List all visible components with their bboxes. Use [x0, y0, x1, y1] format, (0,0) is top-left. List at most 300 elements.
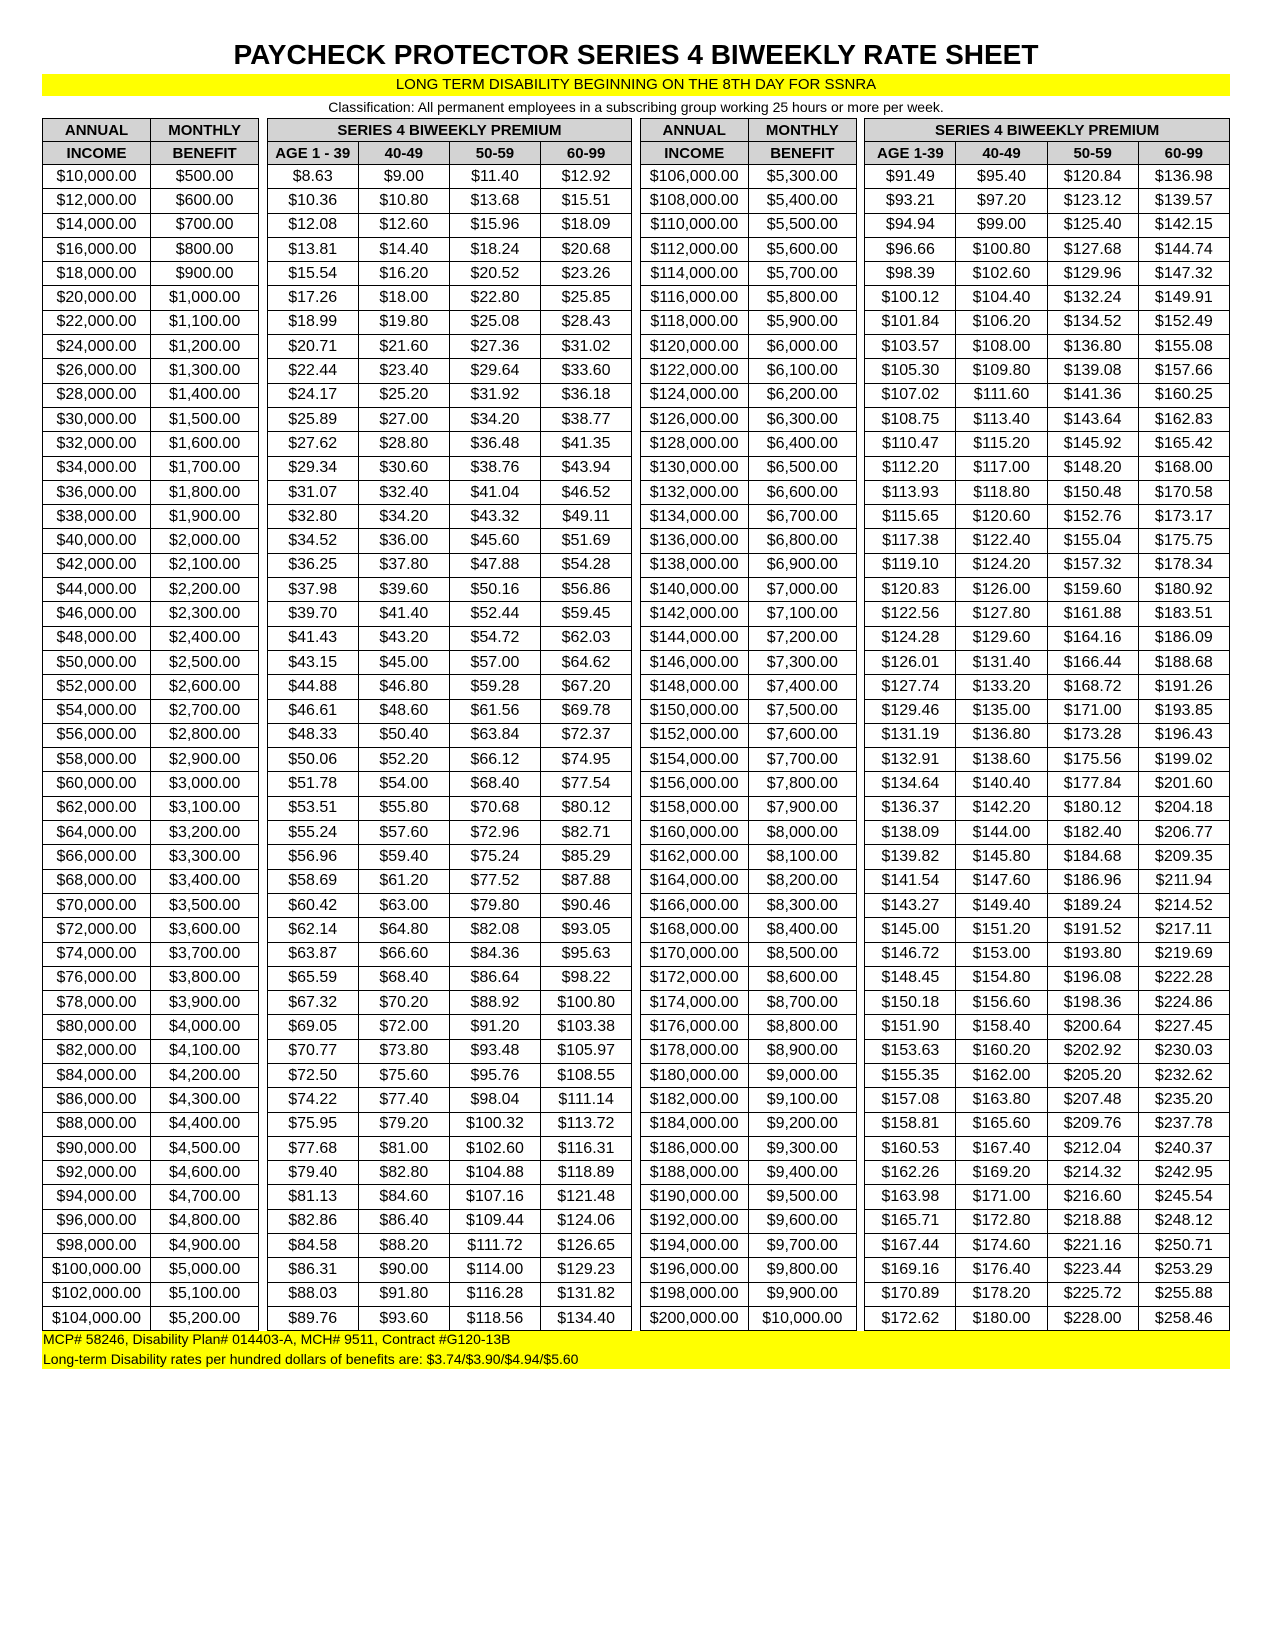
annual-income-cell: $88,000.00: [43, 1112, 151, 1136]
table-row: [43, 602, 1230, 626]
table-row: [43, 1112, 1230, 1136]
premium-age-50-59-cell: $109.44: [449, 1209, 540, 1233]
premium-age-1-39-cell: $129.46: [865, 699, 956, 723]
column-divider: [632, 602, 640, 626]
table-row: [43, 165, 1230, 189]
premium-age-60-99-cell: $155.08: [1138, 335, 1229, 359]
column-divider: [259, 966, 267, 990]
disability-banner: LONG TERM DISABILITY BEGINNING ON THE 8TH DAY FOR SSNRA: [42, 74, 1230, 96]
monthly-benefit-cell: $5,500.00: [748, 213, 856, 237]
annual-income-cell: $46,000.00: [43, 602, 151, 626]
annual-income-cell: $68,000.00: [43, 869, 151, 893]
premium-age-50-59-cell: $104.88: [449, 1161, 540, 1185]
monthly-benefit-cell: $9,900.00: [748, 1282, 856, 1306]
premium-age-40-49-cell: $151.20: [956, 918, 1047, 942]
premium-age-60-99-cell: $56.86: [541, 578, 632, 602]
annual-income-cell: $198,000.00: [640, 1282, 748, 1306]
monthly-benefit-cell: $5,700.00: [748, 262, 856, 286]
column-divider: [259, 432, 267, 456]
premium-age-50-59-cell: $155.04: [1047, 529, 1138, 553]
column-divider: [259, 650, 267, 674]
premium-age-1-39-cell: $67.32: [267, 991, 358, 1015]
annual-income-cell: $166,000.00: [640, 893, 748, 917]
premium-age-50-59-cell: $114.00: [449, 1258, 540, 1282]
premium-age-40-49-cell: $142.20: [956, 796, 1047, 820]
premium-age-60-99-cell: $69.78: [541, 699, 632, 723]
column-divider: [856, 1039, 864, 1063]
annual-income-cell: $110,000.00: [640, 213, 748, 237]
premium-age-40-49-cell: $160.20: [956, 1039, 1047, 1063]
column-divider: [632, 991, 640, 1015]
monthly-benefit-cell: $3,300.00: [151, 845, 259, 869]
premium-age-50-59-cell: $22.80: [449, 286, 540, 310]
column-divider: [259, 480, 267, 504]
monthly-benefit-cell: $600.00: [151, 189, 259, 213]
premium-age-40-49-cell: $99.00: [956, 213, 1047, 237]
premium-age-50-59-cell: $15.96: [449, 213, 540, 237]
column-divider: [259, 918, 267, 942]
table-row: [43, 1185, 1230, 1209]
annual-income-cell: $84,000.00: [43, 1063, 151, 1087]
premium-age-60-99-cell: $142.15: [1138, 213, 1229, 237]
premium-age-40-49-cell: $21.60: [358, 335, 449, 359]
table-row: [43, 748, 1230, 772]
column-divider: [259, 578, 267, 602]
premium-age-50-59-cell: $198.36: [1047, 991, 1138, 1015]
column-divider: [259, 869, 267, 893]
col-header-benefit: BENEFIT: [151, 142, 259, 165]
column-divider: [856, 602, 864, 626]
column-divider: [856, 821, 864, 845]
premium-age-40-49-cell: $106.20: [956, 310, 1047, 334]
annual-income-cell: $178,000.00: [640, 1039, 748, 1063]
annual-income-cell: $112,000.00: [640, 237, 748, 261]
column-divider: [259, 335, 267, 359]
premium-age-40-49-cell: $167.40: [956, 1136, 1047, 1160]
premium-age-40-49-cell: $30.60: [358, 456, 449, 480]
rates-per-hundred-note: Long-term Disability rates per hundred dollars of benefits are: $3.74/$3.90/$4.94/$5.60: [42, 1349, 1230, 1369]
premium-age-60-99-cell: $126.65: [541, 1234, 632, 1258]
premium-age-50-59-cell: $225.72: [1047, 1282, 1138, 1306]
table-row: [43, 578, 1230, 602]
column-divider: [856, 699, 864, 723]
column-divider: [632, 1039, 640, 1063]
rate-table: [42, 118, 1230, 1331]
premium-age-40-49-cell: $163.80: [956, 1088, 1047, 1112]
monthly-benefit-cell: $6,100.00: [748, 359, 856, 383]
premium-age-1-39-cell: $112.20: [865, 456, 956, 480]
column-divider: [632, 796, 640, 820]
premium-age-50-59-cell: $223.44: [1047, 1258, 1138, 1282]
premium-age-50-59-cell: $45.60: [449, 529, 540, 553]
table-row: [43, 796, 1230, 820]
column-divider: [632, 869, 640, 893]
column-divider: [856, 529, 864, 553]
premium-age-40-49-cell: $72.00: [358, 1015, 449, 1039]
annual-income-cell: $62,000.00: [43, 796, 151, 820]
premium-age-1-39-cell: $160.53: [865, 1136, 956, 1160]
premium-age-60-99-cell: $77.54: [541, 772, 632, 796]
column-divider: [856, 407, 864, 431]
premium-age-1-39-cell: $51.78: [267, 772, 358, 796]
premium-age-60-99-cell: $121.48: [541, 1185, 632, 1209]
annual-income-cell: $14,000.00: [43, 213, 151, 237]
annual-income-cell: $94,000.00: [43, 1185, 151, 1209]
col-header-age-60-99: 60-99: [1138, 142, 1229, 165]
monthly-benefit-cell: $3,200.00: [151, 821, 259, 845]
premium-age-40-49-cell: $109.80: [956, 359, 1047, 383]
premium-age-60-99-cell: $118.89: [541, 1161, 632, 1185]
premium-age-40-49-cell: $82.80: [358, 1161, 449, 1185]
premium-age-60-99-cell: $240.37: [1138, 1136, 1229, 1160]
premium-age-1-39-cell: $167.44: [865, 1234, 956, 1258]
premium-age-50-59-cell: $125.40: [1047, 213, 1138, 237]
premium-age-50-59-cell: $107.16: [449, 1185, 540, 1209]
premium-age-40-49-cell: $32.40: [358, 480, 449, 504]
premium-age-1-39-cell: $158.81: [865, 1112, 956, 1136]
premium-age-1-39-cell: $50.06: [267, 748, 358, 772]
monthly-benefit-cell: $8,400.00: [748, 918, 856, 942]
premium-age-60-99-cell: $191.26: [1138, 675, 1229, 699]
premium-age-50-59-cell: $191.52: [1047, 918, 1138, 942]
premium-age-1-39-cell: $110.47: [865, 432, 956, 456]
premium-age-1-39-cell: $36.25: [267, 553, 358, 577]
premium-age-40-49-cell: $84.60: [358, 1185, 449, 1209]
column-divider: [856, 1112, 864, 1136]
premium-age-60-99-cell: $160.25: [1138, 383, 1229, 407]
table-row: [43, 821, 1230, 845]
col-header-age-40-49: 40-49: [358, 142, 449, 165]
premium-age-50-59-cell: $47.88: [449, 553, 540, 577]
column-divider: [259, 456, 267, 480]
premium-age-40-49-cell: $34.20: [358, 505, 449, 529]
annual-income-cell: $132,000.00: [640, 480, 748, 504]
table-row: [43, 213, 1230, 237]
premium-age-50-59-cell: $148.20: [1047, 456, 1138, 480]
annual-income-cell: $18,000.00: [43, 262, 151, 286]
premium-age-40-49-cell: $59.40: [358, 845, 449, 869]
premium-age-60-99-cell: $36.18: [541, 383, 632, 407]
premium-age-1-39-cell: $151.90: [865, 1015, 956, 1039]
monthly-benefit-cell: $8,000.00: [748, 821, 856, 845]
premium-age-1-39-cell: $134.64: [865, 772, 956, 796]
premium-age-40-49-cell: $68.40: [358, 966, 449, 990]
monthly-benefit-cell: $3,500.00: [151, 893, 259, 917]
table-row: [43, 505, 1230, 529]
table-row: [43, 675, 1230, 699]
premium-age-60-99-cell: $111.14: [541, 1088, 632, 1112]
monthly-benefit-cell: $6,500.00: [748, 456, 856, 480]
monthly-benefit-cell: $3,000.00: [151, 772, 259, 796]
table-row: [43, 1282, 1230, 1306]
monthly-benefit-cell: $7,800.00: [748, 772, 856, 796]
column-divider: [856, 1161, 864, 1185]
premium-age-1-39-cell: $157.08: [865, 1088, 956, 1112]
premium-age-1-39-cell: $17.26: [267, 286, 358, 310]
premium-age-1-39-cell: $44.88: [267, 675, 358, 699]
column-divider: [259, 1185, 267, 1209]
premium-age-40-49-cell: $54.00: [358, 772, 449, 796]
column-divider: [632, 189, 640, 213]
premium-age-40-49-cell: $171.00: [956, 1185, 1047, 1209]
premium-age-1-39-cell: $55.24: [267, 821, 358, 845]
header-row-2: [43, 142, 1230, 165]
monthly-benefit-cell: $4,400.00: [151, 1112, 259, 1136]
annual-income-cell: $66,000.00: [43, 845, 151, 869]
monthly-benefit-cell: $1,500.00: [151, 407, 259, 431]
premium-age-50-59-cell: $38.76: [449, 456, 540, 480]
premium-age-40-49-cell: $10.80: [358, 189, 449, 213]
monthly-benefit-cell: $1,000.00: [151, 286, 259, 310]
premium-age-40-49-cell: $138.60: [956, 748, 1047, 772]
premium-age-50-59-cell: $209.76: [1047, 1112, 1138, 1136]
premium-age-40-49-cell: $77.40: [358, 1088, 449, 1112]
monthly-benefit-cell: $7,600.00: [748, 723, 856, 747]
premium-age-60-99-cell: $245.54: [1138, 1185, 1229, 1209]
monthly-benefit-cell: $2,900.00: [151, 748, 259, 772]
premium-age-40-49-cell: $145.80: [956, 845, 1047, 869]
monthly-benefit-cell: $6,900.00: [748, 553, 856, 577]
column-divider: [856, 142, 864, 165]
column-divider: [632, 942, 640, 966]
premium-age-40-49-cell: $25.20: [358, 383, 449, 407]
premium-age-1-39-cell: $100.12: [865, 286, 956, 310]
premium-age-40-49-cell: $16.20: [358, 262, 449, 286]
column-divider: [632, 578, 640, 602]
premium-age-1-39-cell: $113.93: [865, 480, 956, 504]
annual-income-cell: $160,000.00: [640, 821, 748, 845]
table-row: [43, 918, 1230, 942]
column-divider: [632, 893, 640, 917]
annual-income-cell: $134,000.00: [640, 505, 748, 529]
premium-age-60-99-cell: $170.58: [1138, 480, 1229, 504]
premium-age-1-39-cell: $84.58: [267, 1234, 358, 1258]
column-divider: [632, 1185, 640, 1209]
rate-table-body: [43, 165, 1230, 1331]
premium-age-1-39-cell: $65.59: [267, 966, 358, 990]
annual-income-cell: $56,000.00: [43, 723, 151, 747]
table-row: [43, 626, 1230, 650]
premium-age-40-49-cell: $120.60: [956, 505, 1047, 529]
premium-age-50-59-cell: $86.64: [449, 966, 540, 990]
annual-income-cell: $38,000.00: [43, 505, 151, 529]
col-header-annual: ANNUAL: [43, 119, 151, 142]
column-divider: [632, 480, 640, 504]
premium-age-50-59-cell: $202.92: [1047, 1039, 1138, 1063]
monthly-benefit-cell: $9,300.00: [748, 1136, 856, 1160]
annual-income-cell: $200,000.00: [640, 1306, 748, 1330]
premium-age-50-59-cell: $11.40: [449, 165, 540, 189]
premium-age-40-49-cell: $27.00: [358, 407, 449, 431]
column-divider: [856, 675, 864, 699]
annual-income-cell: $154,000.00: [640, 748, 748, 772]
monthly-benefit-cell: $7,400.00: [748, 675, 856, 699]
monthly-benefit-cell: $8,200.00: [748, 869, 856, 893]
premium-age-50-59-cell: $75.24: [449, 845, 540, 869]
premium-age-40-49-cell: $28.80: [358, 432, 449, 456]
premium-age-60-99-cell: $38.77: [541, 407, 632, 431]
premium-age-40-49-cell: $158.40: [956, 1015, 1047, 1039]
col-header-age-50-59: 50-59: [1047, 142, 1138, 165]
monthly-benefit-cell: $2,100.00: [151, 553, 259, 577]
premium-age-1-39-cell: $94.94: [865, 213, 956, 237]
premium-age-60-99-cell: $113.72: [541, 1112, 632, 1136]
premium-age-60-99-cell: $59.45: [541, 602, 632, 626]
column-divider: [632, 1306, 640, 1330]
annual-income-cell: $22,000.00: [43, 310, 151, 334]
premium-age-50-59-cell: $189.24: [1047, 893, 1138, 917]
premium-age-40-49-cell: $73.80: [358, 1039, 449, 1063]
monthly-benefit-cell: $8,300.00: [748, 893, 856, 917]
premium-age-40-49-cell: $79.20: [358, 1112, 449, 1136]
monthly-benefit-cell: $8,900.00: [748, 1039, 856, 1063]
premium-age-1-39-cell: $101.84: [865, 310, 956, 334]
premium-age-1-39-cell: $98.39: [865, 262, 956, 286]
premium-age-40-49-cell: $48.60: [358, 699, 449, 723]
premium-age-40-49-cell: $156.60: [956, 991, 1047, 1015]
premium-age-1-39-cell: $138.09: [865, 821, 956, 845]
premium-age-50-59-cell: $88.92: [449, 991, 540, 1015]
column-divider: [259, 142, 267, 165]
premium-age-1-39-cell: $146.72: [865, 942, 956, 966]
premium-age-1-39-cell: $88.03: [267, 1282, 358, 1306]
column-divider: [632, 335, 640, 359]
premium-age-40-49-cell: $153.00: [956, 942, 1047, 966]
column-divider: [632, 505, 640, 529]
premium-age-60-99-cell: $235.20: [1138, 1088, 1229, 1112]
column-divider: [259, 675, 267, 699]
premium-age-1-39-cell: $107.02: [865, 383, 956, 407]
monthly-benefit-cell: $9,200.00: [748, 1112, 856, 1136]
column-divider: [856, 456, 864, 480]
premium-age-1-39-cell: $29.34: [267, 456, 358, 480]
annual-income-cell: $12,000.00: [43, 189, 151, 213]
premium-age-1-39-cell: $122.56: [865, 602, 956, 626]
premium-age-50-59-cell: $95.76: [449, 1063, 540, 1087]
monthly-benefit-cell: $7,000.00: [748, 578, 856, 602]
column-divider: [856, 1234, 864, 1258]
premium-age-50-59-cell: $216.60: [1047, 1185, 1138, 1209]
column-divider: [632, 553, 640, 577]
premium-age-40-49-cell: $136.80: [956, 723, 1047, 747]
premium-age-50-59-cell: $166.44: [1047, 650, 1138, 674]
premium-age-40-49-cell: $18.00: [358, 286, 449, 310]
premium-age-1-39-cell: $103.57: [865, 335, 956, 359]
column-divider: [856, 772, 864, 796]
premium-age-1-39-cell: $53.51: [267, 796, 358, 820]
premium-age-40-49-cell: $131.40: [956, 650, 1047, 674]
premium-age-60-99-cell: $186.09: [1138, 626, 1229, 650]
premium-age-50-59-cell: $150.48: [1047, 480, 1138, 504]
premium-age-1-39-cell: $69.05: [267, 1015, 358, 1039]
annual-income-cell: $100,000.00: [43, 1258, 151, 1282]
premium-age-1-39-cell: $117.38: [865, 529, 956, 553]
premium-age-1-39-cell: $143.27: [865, 893, 956, 917]
table-row: [43, 553, 1230, 577]
premium-age-60-99-cell: $72.37: [541, 723, 632, 747]
annual-income-cell: $180,000.00: [640, 1063, 748, 1087]
premium-age-60-99-cell: $67.20: [541, 675, 632, 699]
premium-age-60-99-cell: $165.42: [1138, 432, 1229, 456]
premium-age-40-49-cell: $14.40: [358, 237, 449, 261]
column-divider: [856, 189, 864, 213]
monthly-benefit-cell: $7,900.00: [748, 796, 856, 820]
annual-income-cell: $148,000.00: [640, 675, 748, 699]
premium-age-1-39-cell: $34.52: [267, 529, 358, 553]
annual-income-cell: $164,000.00: [640, 869, 748, 893]
premium-age-1-39-cell: $131.19: [865, 723, 956, 747]
premium-age-1-39-cell: $75.95: [267, 1112, 358, 1136]
premium-age-50-59-cell: $214.32: [1047, 1161, 1138, 1185]
column-divider: [632, 407, 640, 431]
annual-income-cell: $70,000.00: [43, 893, 151, 917]
column-divider: [259, 845, 267, 869]
column-divider: [856, 432, 864, 456]
premium-age-60-99-cell: $232.62: [1138, 1063, 1229, 1087]
column-divider: [259, 772, 267, 796]
premium-age-50-59-cell: $221.16: [1047, 1234, 1138, 1258]
premium-age-1-39-cell: $91.49: [865, 165, 956, 189]
annual-income-cell: $32,000.00: [43, 432, 151, 456]
column-divider: [856, 553, 864, 577]
premium-age-1-39-cell: $136.37: [865, 796, 956, 820]
table-row: [43, 1161, 1230, 1185]
monthly-benefit-cell: $1,900.00: [151, 505, 259, 529]
premium-age-50-59-cell: $72.96: [449, 821, 540, 845]
annual-income-cell: $194,000.00: [640, 1234, 748, 1258]
annual-income-cell: $60,000.00: [43, 772, 151, 796]
column-divider: [856, 480, 864, 504]
monthly-benefit-cell: $3,900.00: [151, 991, 259, 1015]
premium-age-1-39-cell: $39.70: [267, 602, 358, 626]
premium-age-1-39-cell: $105.30: [865, 359, 956, 383]
premium-age-60-99-cell: $87.88: [541, 869, 632, 893]
premium-age-40-49-cell: $9.00: [358, 165, 449, 189]
annual-income-cell: $52,000.00: [43, 675, 151, 699]
premium-age-60-99-cell: $43.94: [541, 456, 632, 480]
premium-age-40-49-cell: $57.60: [358, 821, 449, 845]
column-divider: [632, 1282, 640, 1306]
premium-age-60-99-cell: $230.03: [1138, 1039, 1229, 1063]
premium-age-60-99-cell: $18.09: [541, 213, 632, 237]
table-row: [43, 456, 1230, 480]
table-row: [43, 286, 1230, 310]
annual-income-cell: $98,000.00: [43, 1234, 151, 1258]
table-row: [43, 723, 1230, 747]
premium-age-60-99-cell: $129.23: [541, 1258, 632, 1282]
monthly-benefit-cell: $5,100.00: [151, 1282, 259, 1306]
premium-age-40-49-cell: $165.60: [956, 1112, 1047, 1136]
premium-age-50-59-cell: $13.68: [449, 189, 540, 213]
premium-age-60-99-cell: $46.52: [541, 480, 632, 504]
premium-age-50-59-cell: $228.00: [1047, 1306, 1138, 1330]
annual-income-cell: $162,000.00: [640, 845, 748, 869]
column-divider: [632, 699, 640, 723]
column-divider: [632, 675, 640, 699]
table-row: [43, 262, 1230, 286]
table-row: [43, 1136, 1230, 1160]
premium-age-60-99-cell: $74.95: [541, 748, 632, 772]
monthly-benefit-cell: $4,600.00: [151, 1161, 259, 1185]
premium-age-60-99-cell: $217.11: [1138, 918, 1229, 942]
page-title: PAYCHECK PROTECTOR SERIES 4 BIWEEKLY RATE SHEET: [233, 39, 1039, 70]
monthly-benefit-cell: $4,900.00: [151, 1234, 259, 1258]
premium-age-40-49-cell: $135.00: [956, 699, 1047, 723]
col-header-benefit: BENEFIT: [748, 142, 856, 165]
premium-age-50-59-cell: $116.28: [449, 1282, 540, 1306]
column-divider: [856, 237, 864, 261]
annual-income-cell: $72,000.00: [43, 918, 151, 942]
